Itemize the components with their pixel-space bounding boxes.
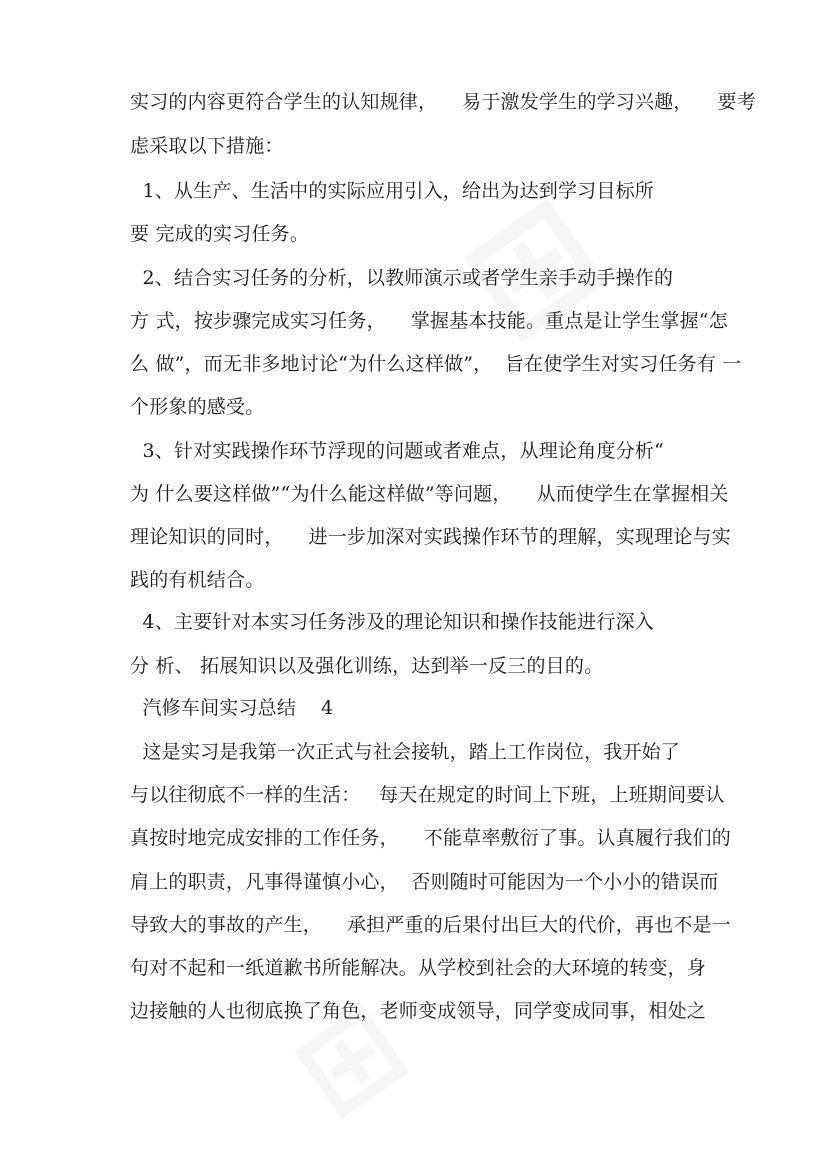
- text-line: 方 式，按步骤完成实习任务， 掌握基本技能。重点是让学生掌握“怎: [130, 310, 728, 332]
- section-heading: 汽修车间实习总结 4: [130, 697, 334, 719]
- text-line: 肩上的职责，凡事得谨慎小心， 否则随时可能因为一个小小的错误而: [130, 871, 719, 893]
- text-line: 与以往彻底不一样的生活： 每天在规定的时间上下班，上班期间要认: [130, 784, 725, 806]
- text-line: 3、针对实践操作环节浮现的问题或者难点，从理论角度分析“: [130, 440, 664, 462]
- text-line: 么 做”，而无非多地讨论“为什么这样做”， 旨在使学生对实习任务有 一: [130, 353, 742, 375]
- text-line: 个形象的感受。: [130, 396, 265, 418]
- text-line: 分 析、 拓展知识以及强化训练，达到举一反三的目的。: [130, 655, 604, 677]
- text-line: 实习的内容更符合学生的认知规律， 易于激发学生的学习兴趣， 要考: [130, 91, 756, 113]
- text-line: 为 什么要这样做”“为什么能这样做”等问题， 从而使学生在掌握相关: [130, 483, 729, 505]
- text-line: 真按时地完成安排的工作任务， 不能草率敷衍了事。认真履行我们的: [130, 827, 731, 849]
- text-line: 1、从生产、生活中的实际应用引入，给出为达到学习目标所: [130, 180, 654, 202]
- text-line: 理论知识的同时， 进一步加深对实践操作环节的理解，实现理论与实: [130, 526, 731, 548]
- text-line: 这是实习是我第一次正式与社会接轨，踏上工作岗位，我开始了: [130, 741, 681, 763]
- text-line: 要 完成的实习任务。: [130, 223, 310, 245]
- text-line: 2、结合实习任务的分析，以教师演示或者学生亲手动手操作的: [130, 267, 674, 289]
- text-line: 虑采取以下措施：: [130, 135, 284, 157]
- text-line: 践的有机结合。: [130, 569, 265, 591]
- text-line: 导致大的事故的产生， 承担严重的后果付出巨大的代价，再也不是一: [130, 914, 731, 936]
- text-line: 句对不起和一纸道歉书所能解决。从学校到社会的大环境的转变，身: [130, 957, 707, 979]
- text-line: 4、主要针对本实习任务涉及的理论知识和操作技能进行深入: [130, 611, 654, 633]
- text-line: 边接触的人也彻底换了角色，老师变成领导，同学变成同事，相处之: [130, 1000, 707, 1022]
